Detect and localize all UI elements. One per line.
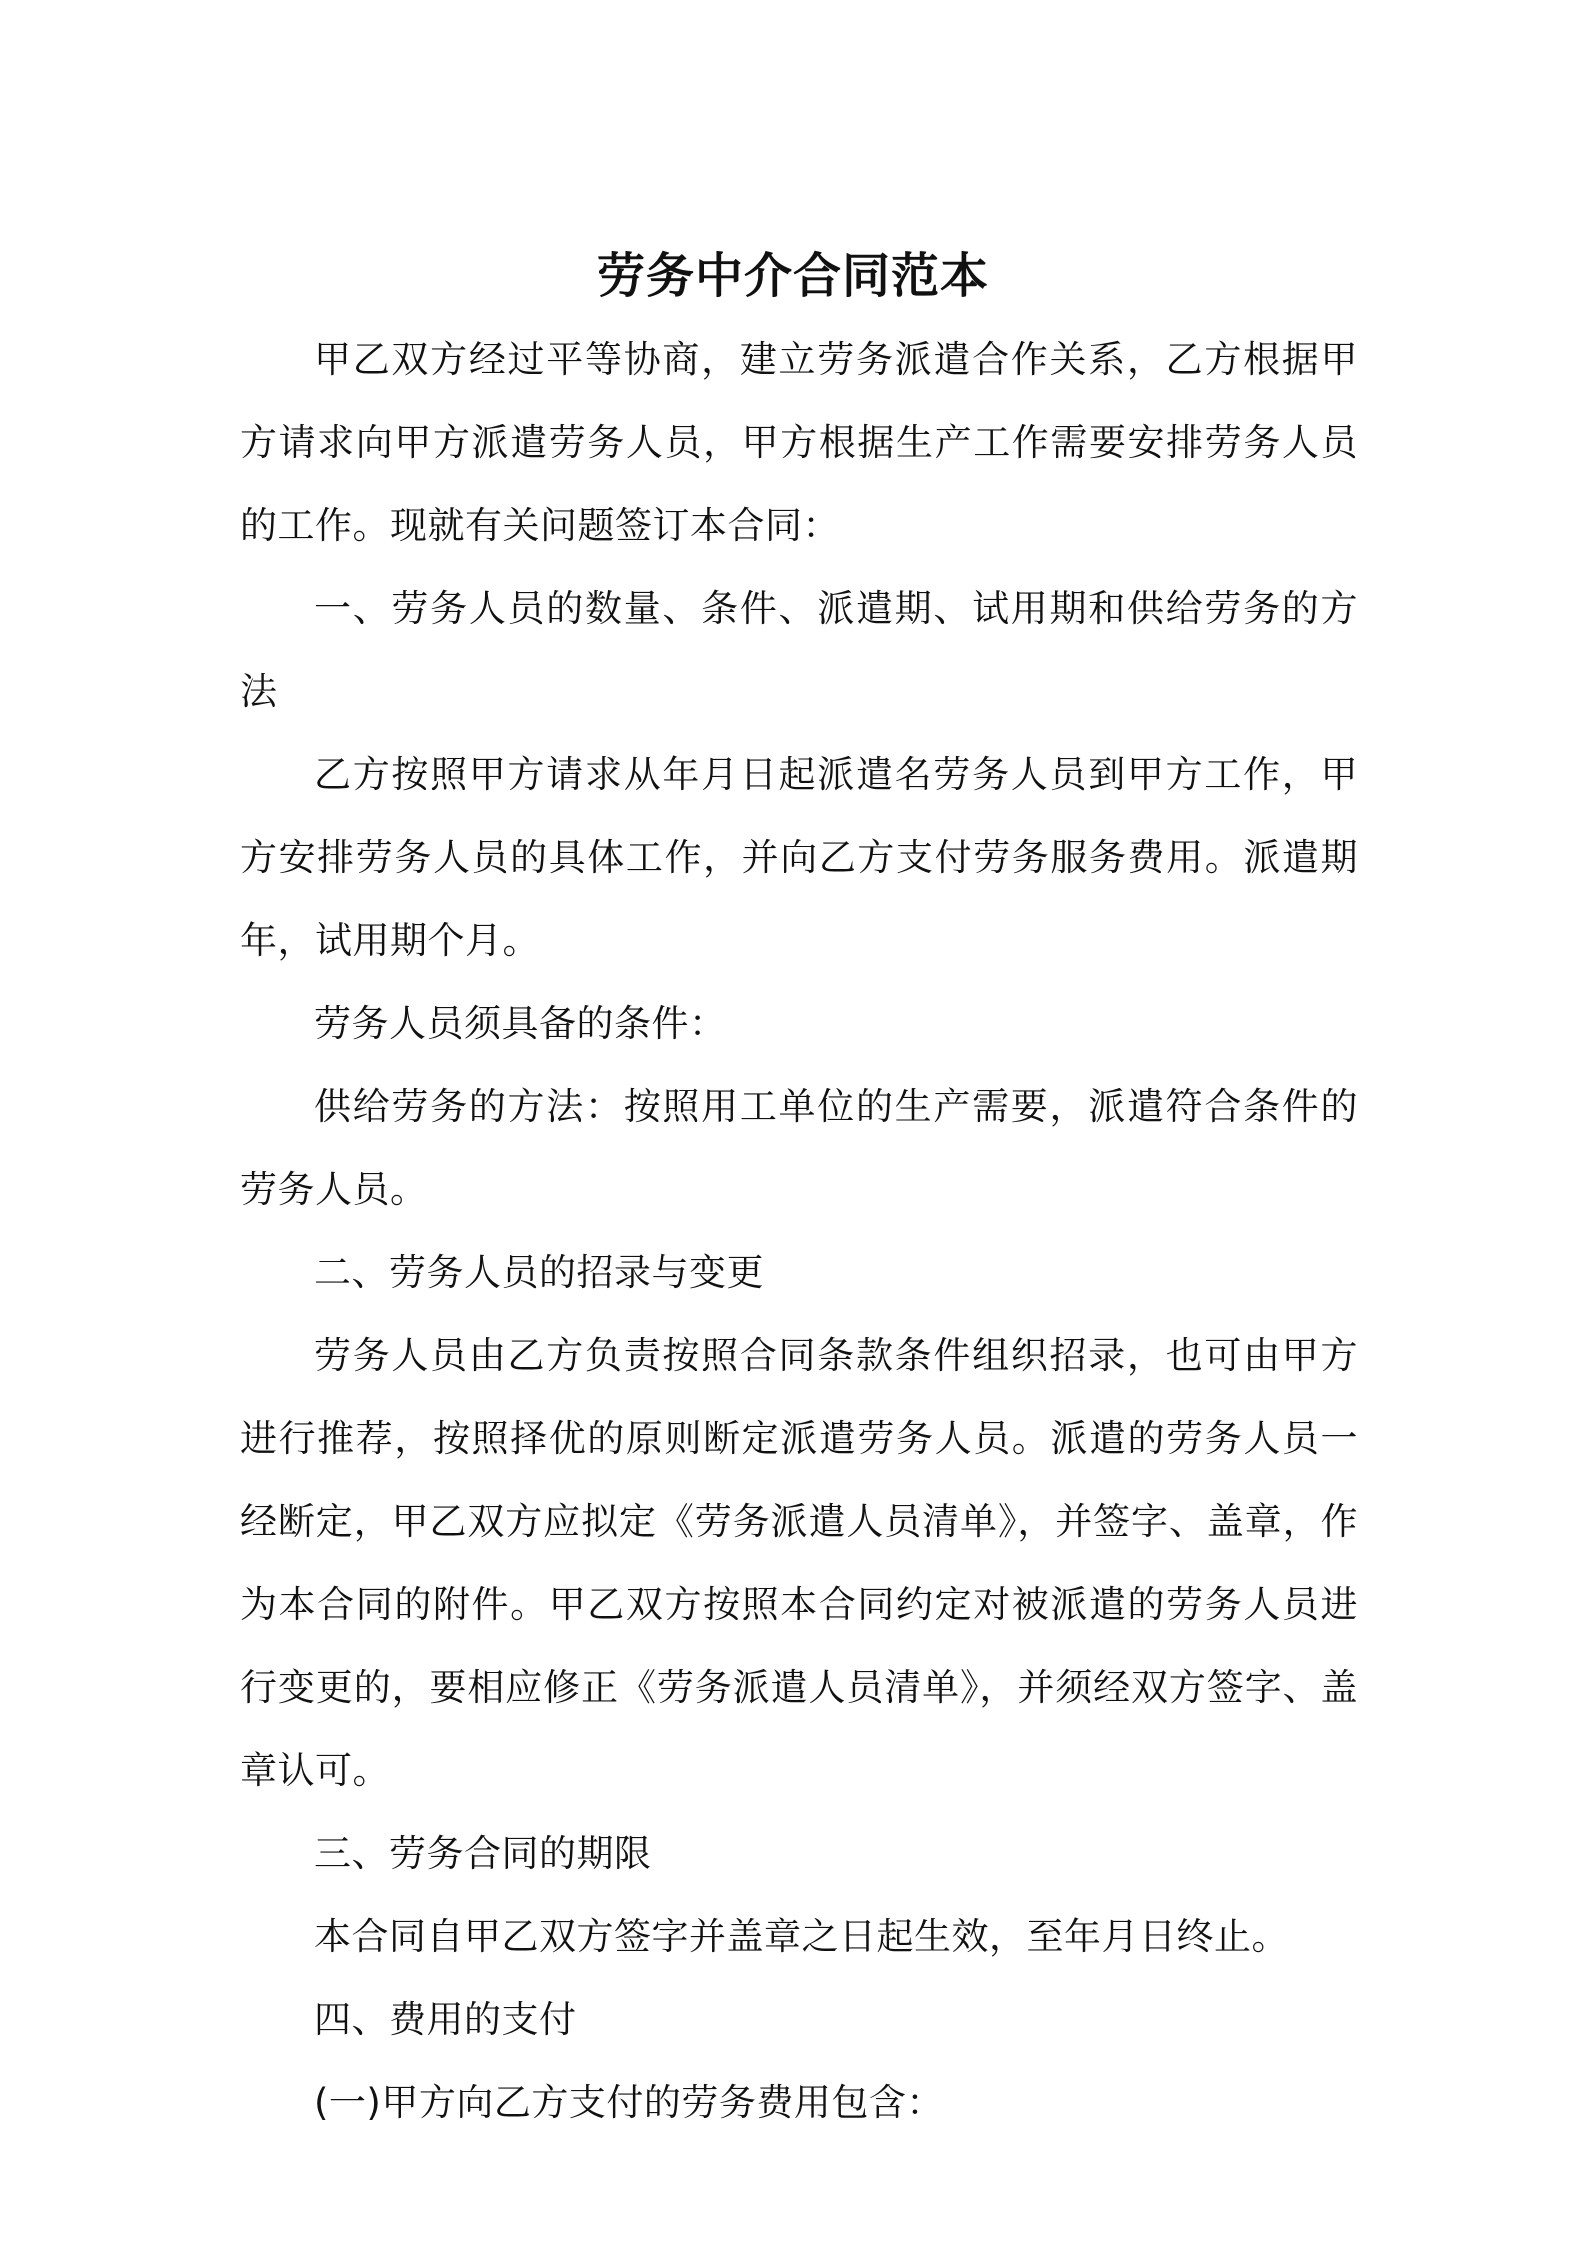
intro-paragraph: 甲乙双方经过平等协商，建立劳务派遣合作关系，乙方根据甲方请求向甲方派遣劳务人员，甲方根据生产工作需要安排劳务人员的工作。现就有关问题签订本合同：	[240, 338, 1358, 547]
section-1-paragraph-2: 劳务人员须具备的条件：	[314, 1002, 727, 1045]
document-body	[240, 318, 1358, 2144]
section-heading-3: 三、劳务合同的期限	[314, 1832, 652, 1875]
document-title: 劳务中介合同范本	[596, 248, 989, 305]
section-heading-1: 一、劳务人员的数量、条件、派遣期、试用期和供给劳务的方法	[240, 587, 1358, 713]
section-4-paragraph-1: (一)甲方向乙方支付的劳务费用包含：	[314, 2081, 944, 2124]
section-1-paragraph-3: 供给劳务的方法：按照用工单位的生产需要，派遣符合条件的劳务人员。	[240, 1085, 1358, 1211]
section-2-paragraph-1: 劳务人员由乙方负责按照合同条款条件组织招录，也可由甲方进行推荐，按照择优的原则断定派遣劳务人员。派遣的劳务人员一经断定，甲乙双方应拟定《劳务派遣人员清单》，并签字、盖章，作为本合同的附件。甲乙双方按照本合同约定对被派遣的劳务人员进行变更的，要相应修正《劳务派遣人员清单》，并须经双方签字、盖章认可。	[240, 1334, 1358, 1792]
section-1-paragraph-1: 乙方按照甲方请求从年月日起派遣名劳务人员到甲方工作，甲方安排劳务人员的具体工作，并向乙方支付劳务服务费用。派遣期年，试用期个月。	[240, 753, 1358, 962]
section-heading-2: 二、劳务人员的招录与变更	[314, 1251, 764, 1294]
section-heading-4: 四、费用的支付	[314, 1998, 577, 2041]
section-3-paragraph-1: 本合同自甲乙双方签字并盖章之日起生效，至年月日终止。	[314, 1915, 1289, 1958]
